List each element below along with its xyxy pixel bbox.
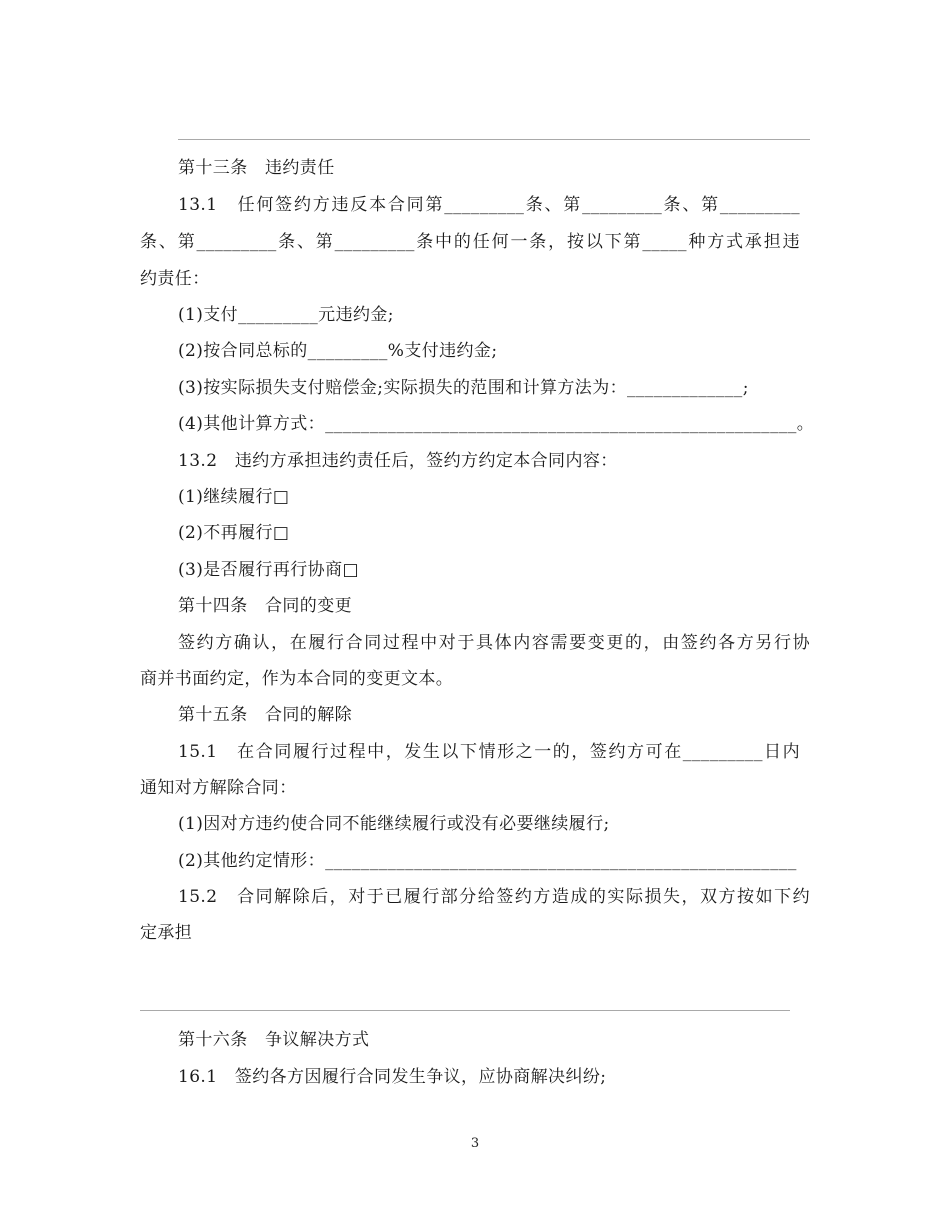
- clause-13-1-line-3: 约责任：: [140, 269, 210, 289]
- section-14-body-line-1: 签约方确认，在履行合同过程中对于具体内容需要变更的，由签约各方另行协: [178, 633, 810, 653]
- clause-13-2: 13.2 违约方承担违约责任后，签约方约定本合同内容：: [178, 451, 618, 471]
- header-rule: [178, 139, 810, 140]
- clause-16-1: 16.1 签约各方因履行合同发生争议，应协商解决纠纷;: [178, 1067, 607, 1087]
- clause-15-2-line-2: 定承担: [140, 923, 193, 943]
- section-14-body-line-2: 商并书面约定，作为本合同的变更文本。: [140, 669, 454, 689]
- penalty-option-4: (4)其他计算方式：_____________________________________________________。: [178, 414, 815, 434]
- clause-13-1-line-1: 13.1 任何签约方违反本合同第_________条、第_________条、第_________: [178, 195, 800, 215]
- termination-item-1: (1)因对方违约使合同不能继续履行或没有必要继续履行;: [178, 814, 610, 834]
- clause-15-2-line-1: 15.2 合同解除后，对于已履行部分给签约方造成的实际损失，双方按如下约: [178, 887, 810, 907]
- choice-negotiate: (3)是否履行再行协商□: [178, 560, 359, 580]
- penalty-option-3: (3)按实际损失支付赔偿金;实际损失的范围和计算方法为：_____________;: [178, 378, 749, 398]
- section-13-heading: 第十三条 违约责任: [178, 158, 335, 178]
- termination-item-2: (2)其他约定情形：_____________________________________________________: [178, 851, 797, 871]
- clause-15-1-line-2: 通知对方解除合同：: [140, 778, 297, 798]
- choice-continue: (1)继续履行□: [178, 487, 290, 507]
- page-break-rule: [140, 1010, 790, 1011]
- clause-15-1-line-1: 15.1 在合同履行过程中，发生以下情形之一的，签约方可在_________日内: [178, 742, 800, 762]
- penalty-option-1: (1)支付_________元违约金;: [178, 305, 394, 325]
- penalty-option-2: (2)按合同总标的_________%支付违约金;: [178, 341, 498, 361]
- section-15-heading: 第十五条 合同的解除: [178, 705, 352, 725]
- section-14-heading: 第十四条 合同的变更: [178, 596, 352, 616]
- clause-13-1-line-2: 条、第_________条、第_________条中的任何一条，按以下第_____种方式承担违: [140, 232, 800, 252]
- section-16-heading: 第十六条 争议解决方式: [178, 1030, 370, 1050]
- choice-stop: (2)不再履行□: [178, 523, 290, 543]
- page-number: 3: [470, 1136, 480, 1151]
